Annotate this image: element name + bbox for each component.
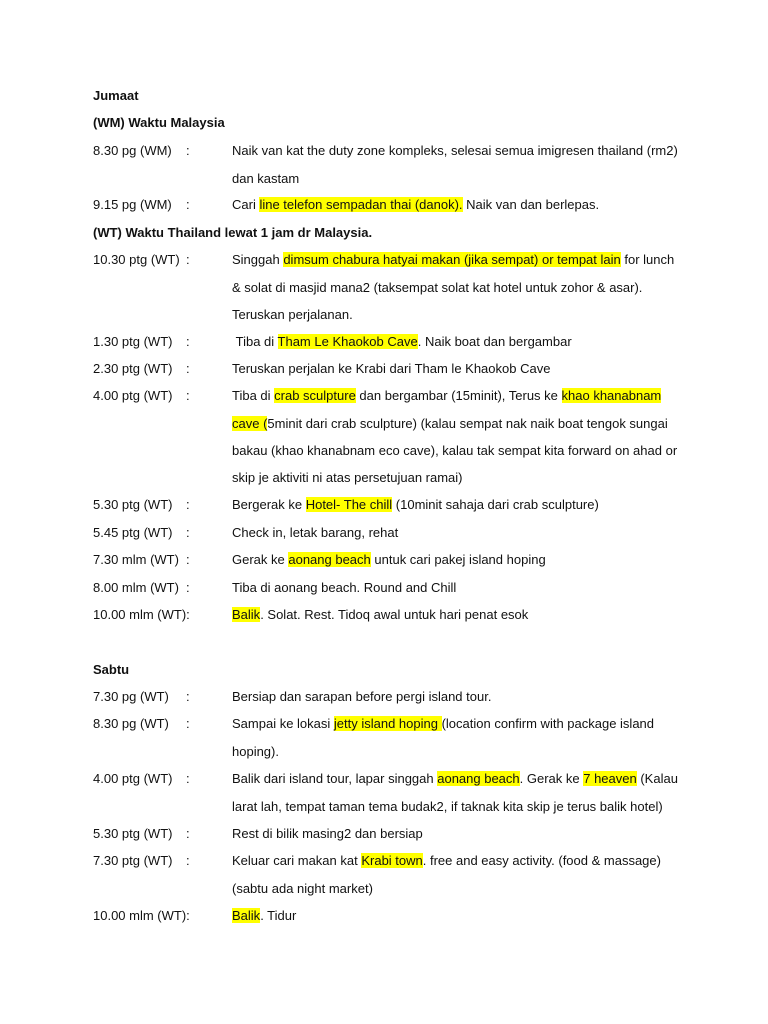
schedule-time: 9.15 pg (WM)	[93, 197, 172, 212]
time-separator: :	[186, 197, 190, 212]
description-text: . Tidur	[260, 908, 297, 924]
highlighted-place: dimsum chabura hatyai makan (jika sempat) or tempat lain	[283, 252, 621, 268]
description-text: Gerak ke	[232, 552, 289, 568]
description-text: dan bergambar (15minit), Terus ke	[355, 388, 562, 404]
schedule-description	[232, 519, 682, 546]
description-text: 5minit dari crab sculpture) (kalau sempat nak naik boat tengok sungai bakau (khao khanabnam eco cave), kalau tak sempat kita forward on ahad or skip je aktiviti ni atas persetujuan ramai)	[232, 415, 678, 485]
time-separator: :	[186, 497, 190, 512]
time-separator: :	[186, 689, 190, 704]
schedule-description	[232, 137, 682, 191]
schedule-description	[232, 601, 682, 628]
time-separator: :	[186, 771, 190, 786]
description-text: Tiba di	[232, 388, 275, 404]
description-text: (10minit sahaja dari crab sculpture)	[392, 497, 599, 513]
description-text: Tiba di aonang beach. Round and Chill	[232, 580, 457, 596]
time-separator: :	[186, 334, 190, 349]
highlighted-place: jetty island hoping	[333, 716, 442, 732]
description-text: Check in, letak barang, rehat	[232, 525, 399, 541]
schedule-description	[232, 546, 682, 573]
description-text: untuk cari pakej island hoping	[370, 552, 546, 568]
schedule-description	[232, 710, 682, 764]
highlighted-place: 7 heaven	[583, 771, 637, 787]
time-separator: :	[186, 143, 190, 158]
schedule-time: 8.30 pg (WT)	[93, 716, 169, 731]
section-heading: Jumaat	[93, 88, 139, 103]
subsection-heading: (WM) Waktu Malaysia	[93, 115, 225, 130]
time-separator: :	[186, 252, 190, 267]
description-text: (location confirm with package island hoping).	[232, 716, 655, 759]
description-text: Bergerak ke	[232, 497, 306, 513]
time-separator: :	[186, 388, 190, 403]
schedule-description	[232, 246, 682, 328]
description-text: Naik van dan berlepas.	[462, 197, 600, 213]
time-separator: :	[186, 716, 190, 731]
time-separator: :	[186, 853, 190, 868]
highlighted-place: Krabi town	[361, 853, 423, 869]
schedule-description	[232, 191, 682, 218]
description-text: Sampai ke lokasi	[232, 716, 334, 732]
description-text: . Naik boat dan bergambar	[417, 334, 572, 350]
schedule-time: 10.00 mlm (WT):	[93, 607, 190, 622]
schedule-time: 10.30 ptg (WT)	[93, 252, 180, 267]
schedule-time: 4.00 ptg (WT)	[93, 388, 173, 403]
description-text: Keluar cari makan kat	[232, 853, 362, 869]
schedule-description	[232, 328, 682, 355]
schedule-time: 7.30 mlm (WT)	[93, 552, 179, 567]
schedule-time: 5.45 ptg (WT)	[93, 525, 173, 540]
time-separator: :	[186, 552, 190, 567]
schedule-time: 8.30 pg (WM)	[93, 143, 172, 158]
highlighted-place: aonang beach	[288, 552, 371, 568]
schedule-description	[232, 820, 682, 847]
description-text: for lunch & solat di masjid mana2 (taksempat solat kat hotel untuk zohor & asar). Teruskan perjalanan.	[232, 252, 675, 322]
time-separator: :	[186, 361, 190, 376]
schedule-time: 10.00 mlm (WT):	[93, 908, 190, 923]
time-separator: :	[186, 525, 190, 540]
description-text: . Solat. Rest. Tidoq awal untuk hari penat esok	[260, 607, 529, 623]
schedule-description	[232, 574, 682, 601]
description-text: Naik van kat the duty zone kompleks, selesai semua imigresen thailand (rm2) dan kastam	[232, 143, 682, 186]
schedule-time: 7.30 pg (WT)	[93, 689, 169, 704]
schedule-time: 4.00 ptg (WT)	[93, 771, 173, 786]
highlighted-place: Tham Le Khaokob Cave	[277, 334, 418, 350]
subsection-heading: (WT) Waktu Thailand lewat 1 jam dr Malaysia.	[93, 225, 373, 240]
description-text: . Gerak ke	[519, 771, 584, 787]
schedule-time: 8.00 mlm (WT)	[93, 580, 179, 595]
highlighted-place: Balik	[232, 607, 261, 623]
description-text: Balik dari island tour, lapar singgah	[232, 771, 438, 787]
highlighted-place: Balik	[232, 908, 261, 924]
schedule-time: 1.30 ptg (WT)	[93, 334, 173, 349]
description-text: Singgah	[232, 252, 284, 268]
description-text: Tiba di	[232, 334, 278, 350]
schedule-description	[232, 382, 682, 491]
schedule-description	[232, 847, 682, 901]
highlighted-place: khao khanabnam cave (	[232, 388, 662, 431]
schedule-description	[232, 902, 682, 929]
description-text: Rest di bilik masing2 dan bersiap	[232, 826, 423, 842]
time-separator: :	[186, 826, 190, 841]
schedule-time: 5.30 ptg (WT)	[93, 497, 173, 512]
description-text: Cari	[232, 197, 260, 213]
schedule-time: 2.30 ptg (WT)	[93, 361, 173, 376]
schedule-description	[232, 765, 682, 819]
description-text: Teruskan perjalan ke Krabi dari Tham le Khaokob Cave	[232, 361, 551, 377]
description-text: Bersiap dan sarapan before pergi island tour.	[232, 689, 492, 705]
schedule-description	[232, 355, 682, 382]
highlighted-place: Hotel- The chill	[305, 497, 393, 513]
description-text: . free and easy activity. (food & massage) (sabtu ada night market)	[232, 853, 661, 896]
description-text: (Kalau larat lah, tempat taman tema budak2, if taknak kita skip je terus balik hotel)	[232, 771, 678, 814]
section-heading: Sabtu	[93, 662, 130, 677]
schedule-time: 7.30 ptg (WT)	[93, 853, 173, 868]
highlighted-place: aonang beach	[437, 771, 520, 787]
highlighted-place: line telefon sempadan thai (danok).	[259, 197, 463, 213]
schedule-description	[232, 491, 682, 518]
schedule-time: 5.30 ptg (WT)	[93, 826, 173, 841]
time-separator: :	[186, 580, 190, 595]
highlighted-place: crab sculpture	[274, 388, 356, 404]
schedule-description	[232, 683, 682, 710]
